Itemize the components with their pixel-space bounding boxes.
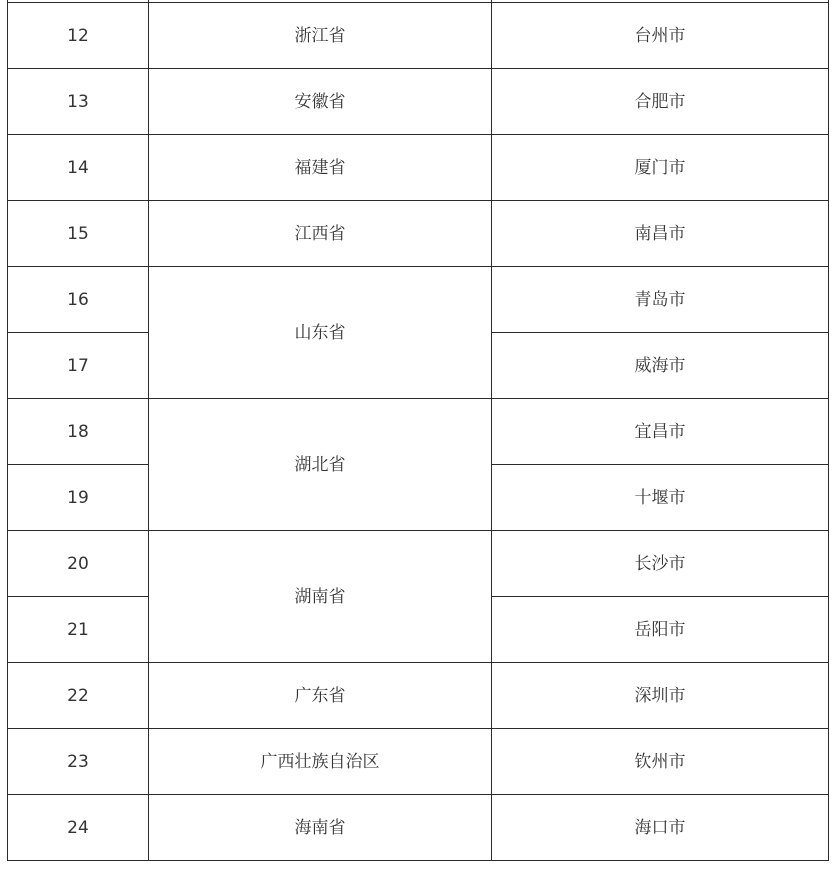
province-cell: 海南省 (149, 795, 492, 861)
city-cell: 岳阳市 (492, 597, 829, 663)
row-number-cell: 22 (8, 663, 149, 729)
row-number-cell: 17 (8, 333, 149, 399)
city-cell: 青岛市 (492, 267, 829, 333)
province-cell: 广东省 (149, 663, 492, 729)
row-number-cell: 13 (8, 69, 149, 135)
table-row (8, 531, 829, 597)
city-cell: 钦州市 (492, 729, 829, 795)
table-row (8, 267, 829, 333)
province-cell: 湖南省 (149, 531, 492, 663)
city-cell: 厦门市 (492, 135, 829, 201)
table-row (8, 663, 829, 729)
city-table-body (8, 0, 829, 861)
city-cell: 南昌市 (492, 201, 829, 267)
province-cell: 山东省 (149, 267, 492, 399)
table-row (8, 795, 829, 861)
row-number-cell: 15 (8, 201, 149, 267)
row-number-cell: 21 (8, 597, 149, 663)
city-table (7, 0, 829, 861)
city-cell: 海口市 (492, 795, 829, 861)
row-number-cell: 12 (8, 3, 149, 69)
row-number-cell: 16 (8, 267, 149, 333)
city-cell: 十堰市 (492, 465, 829, 531)
table-row (8, 399, 829, 465)
row-number-cell: 14 (8, 135, 149, 201)
province-cell: 广西壮族自治区 (149, 729, 492, 795)
row-number-cell: 19 (8, 465, 149, 531)
province-cell: 浙江省 (149, 3, 492, 69)
row-number-cell: 24 (8, 795, 149, 861)
table-row (8, 69, 829, 135)
row-number-cell: 23 (8, 729, 149, 795)
province-cell: 安徽省 (149, 69, 492, 135)
city-cell: 深圳市 (492, 663, 829, 729)
province-cell: 福建省 (149, 135, 492, 201)
row-number-cell: 20 (8, 531, 149, 597)
city-cell: 威海市 (492, 333, 829, 399)
city-cell: 合肥市 (492, 69, 829, 135)
table-row (8, 729, 829, 795)
city-cell: 台州市 (492, 3, 829, 69)
row-number-cell: 18 (8, 399, 149, 465)
table-row (8, 135, 829, 201)
table-row (8, 3, 829, 69)
city-cell: 长沙市 (492, 531, 829, 597)
province-cell: 江西省 (149, 201, 492, 267)
city-cell: 宜昌市 (492, 399, 829, 465)
province-cell: 湖北省 (149, 399, 492, 531)
table-row (8, 201, 829, 267)
